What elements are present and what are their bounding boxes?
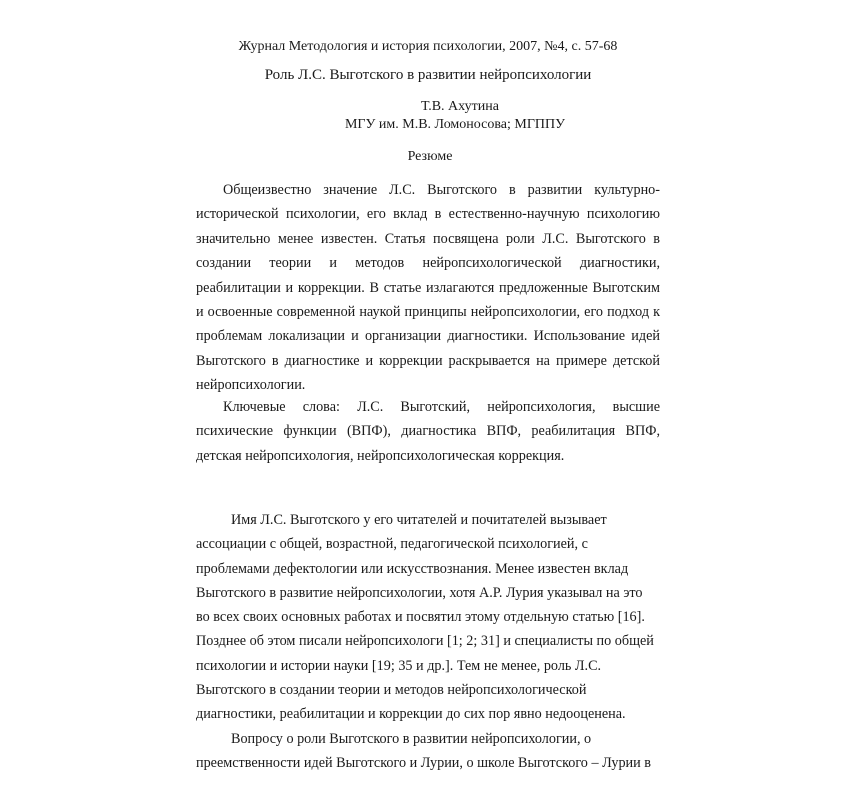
keywords-text: Ключевые слова: Л.С. Выготский, нейропсихология, высшие психические функции (ВПФ), диагностика ВПФ, реабилитация ВПФ, детская нейропсихология, нейропсихологическая коррекция.: [196, 399, 660, 464]
abstract-text: Общеизвестно значение Л.С. Выготского в развитии культурно-исторической психологии, его вклад в естественно-научную психологию значительно менее известен. Статья посвящена роли Л.С. Выготского в создании теории и методов нейропсихологической диагностики, реабилитации и коррекции. В статье излагаются предложенные Выготским и освоенные современной наукой принципы нейропсихологии, его подход к проблемам локализации и организации диагностики. Использование идей Выготского в диагностике и коррекции раскрывается на примере детской нейропсихологии.: [196, 182, 660, 394]
author-affiliation: МГУ им. М.В. Ломоносова; МГППУ: [344, 117, 566, 132]
body-paragraph-2: Вопросу о роли Выготского в развитии нейропсихологии, о преемственности идей Выготского и Лурии, о школе Выготского – Лурии в: [196, 731, 651, 772]
article-title: Роль Л.С. Выготского в развитии нейропсихологии: [264, 67, 592, 83]
journal-citation: Журнал Методология и история психологии, 2007, №4, с. 57-68: [238, 39, 618, 54]
body-paragraph-1: Имя Л.С. Выготского у его читателей и почитателей вызывает ассоциации с общей, возрастной, педагогической психологией, с проблемами дефектологии или искусствознания. Менее известен вклад Выготского в развитие нейропсихологии, хотя А.Р. Лурия указывал на это во всех своих основных работах и посвятил этому отдельную статью [16]. Позднее об этом писали нейропсихологи [1; 2; 31] и специалисты по общей психологии и истории науки [19; 35 и др.]. Тем не менее, роль Л.С. Выготского в создании теории и методов нейропсихологической диагностики, реабилитации и коррекции до сих пор явно недооценена.: [196, 512, 654, 723]
resume-heading: Резюме: [407, 149, 453, 164]
author-name: Т.В. Ахутина: [421, 99, 499, 114]
